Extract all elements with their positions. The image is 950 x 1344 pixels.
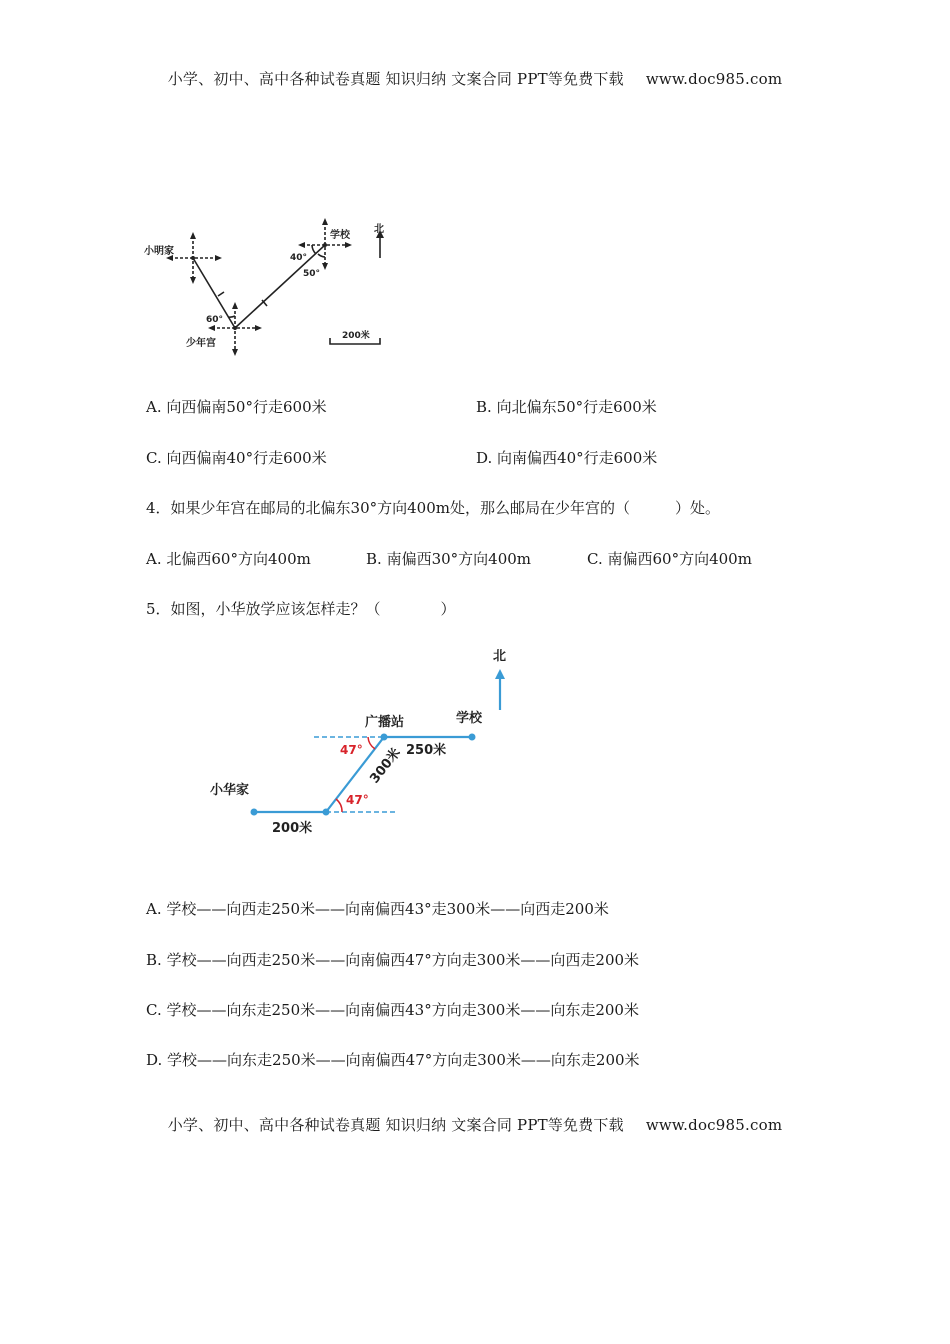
q5-option-c[interactable] bbox=[146, 999, 639, 1020]
fig1-home-label: 小明家 bbox=[144, 246, 174, 257]
q3-option-d-letter: D. bbox=[476, 449, 493, 467]
q4-option-a-text: 北偏西60°方向400m bbox=[166, 550, 311, 568]
footer-text: 小学、初中、高中各种试卷真题 知识归纳 文案合同 PPT等免费下载 bbox=[167, 1116, 624, 1134]
header-text: 小学、初中、高中各种试卷真题 知识归纳 文案合同 PPT等免费下载 bbox=[167, 70, 624, 88]
fig2-dist-300: 300米 bbox=[367, 745, 404, 787]
q5-option-c-text: 学校——向东走250米——向南偏西43°方向走300米——向东走200米 bbox=[166, 1001, 639, 1019]
fig2-dist-250: 250米 bbox=[406, 743, 447, 758]
q5-option-a[interactable] bbox=[146, 898, 609, 919]
footer-site: www.doc985.com bbox=[645, 1116, 783, 1134]
fig1-angle-60: 60° bbox=[206, 315, 224, 325]
q4-option-a[interactable] bbox=[146, 548, 311, 569]
q3-option-a-text: 向西偏南50°行走600米 bbox=[166, 398, 327, 416]
header-site: www.doc985.com bbox=[645, 70, 783, 88]
q5-option-a-text: 学校——向西走250米——向南偏西43°走300米——向西走200米 bbox=[166, 900, 609, 918]
q4-option-c-letter: C. bbox=[587, 550, 603, 568]
fig1-angle-40: 40° bbox=[290, 253, 308, 263]
point-school bbox=[469, 734, 476, 741]
page-header bbox=[0, 68, 950, 89]
q3-option-c-letter: C. bbox=[146, 449, 162, 467]
q4-option-b[interactable] bbox=[366, 548, 531, 569]
fig2-home-label: 小华家 bbox=[210, 783, 250, 798]
q3-option-b-letter: B. bbox=[476, 398, 492, 416]
fig1-north-label: 北 bbox=[374, 224, 384, 235]
q5-option-d-text: 学校——向东走250米——向南偏西47°方向走300米——向东走200米 bbox=[167, 1051, 640, 1069]
fig1-palace-label: 少年宫 bbox=[186, 338, 216, 349]
point-station bbox=[381, 734, 388, 741]
path-palace-school bbox=[235, 245, 325, 328]
q5-option-b-text: 学校——向西走250米——向南偏西47°方向走300米——向西走200米 bbox=[166, 951, 640, 969]
q4-option-c-text: 南偏西60°方向400m bbox=[607, 550, 752, 568]
page-footer bbox=[0, 1114, 950, 1135]
point-turn bbox=[323, 809, 330, 816]
q5-option-b-letter: B. bbox=[146, 951, 162, 969]
fig2-station-label: 广播站 bbox=[365, 715, 405, 730]
q5-option-b[interactable] bbox=[146, 949, 639, 970]
q5-option-c-letter: C. bbox=[146, 1001, 162, 1019]
q3-option-b-text: 向北偏东50°行走600米 bbox=[496, 398, 657, 416]
fig2-angle-bottom: 47° bbox=[346, 793, 369, 807]
fig1-school-label: 学校 bbox=[330, 230, 350, 241]
q4-stem: 4．如果少年宫在邮局的北偏东30°方向400m处，那么邮局在少年宫的（ ）处。 bbox=[146, 499, 720, 517]
north-arrow-head bbox=[495, 669, 505, 679]
q5-option-d[interactable] bbox=[146, 1049, 640, 1070]
q5-stem: 5．如图，小华放学应该怎样走？（ ） bbox=[146, 600, 456, 618]
q3-option-b[interactable] bbox=[476, 396, 657, 417]
fig2-school-label: 学校 bbox=[456, 711, 483, 726]
q4-option-b-letter: B. bbox=[366, 550, 382, 568]
fig2-north-label: 北 bbox=[493, 649, 507, 664]
q3-option-c-text: 向西偏南40°行走600米 bbox=[166, 449, 327, 467]
q3-option-a-letter: A. bbox=[146, 398, 162, 416]
q3-option-c[interactable] bbox=[146, 447, 327, 468]
q4-option-a-letter: A. bbox=[146, 550, 162, 568]
q4-option-b-text: 南偏西30°方向400m bbox=[386, 550, 532, 568]
fig1-scale-label: 200米 bbox=[342, 331, 370, 341]
q3-option-d-text: 向南偏西40°行走600米 bbox=[497, 449, 658, 467]
figure-1-map bbox=[140, 210, 400, 360]
q4-option-c[interactable] bbox=[587, 548, 752, 569]
q3-option-d[interactable] bbox=[476, 447, 657, 468]
q5-option-d-letter: D. bbox=[146, 1051, 163, 1069]
point-home bbox=[251, 809, 258, 816]
q5-option-a-letter: A. bbox=[146, 900, 162, 918]
fig2-dist-200: 200米 bbox=[272, 821, 313, 836]
fig1-angle-50: 50° bbox=[303, 269, 321, 279]
figure-2-route bbox=[200, 638, 530, 848]
q3-option-a[interactable] bbox=[146, 396, 327, 417]
fig2-angle-top: 47° bbox=[340, 743, 363, 757]
